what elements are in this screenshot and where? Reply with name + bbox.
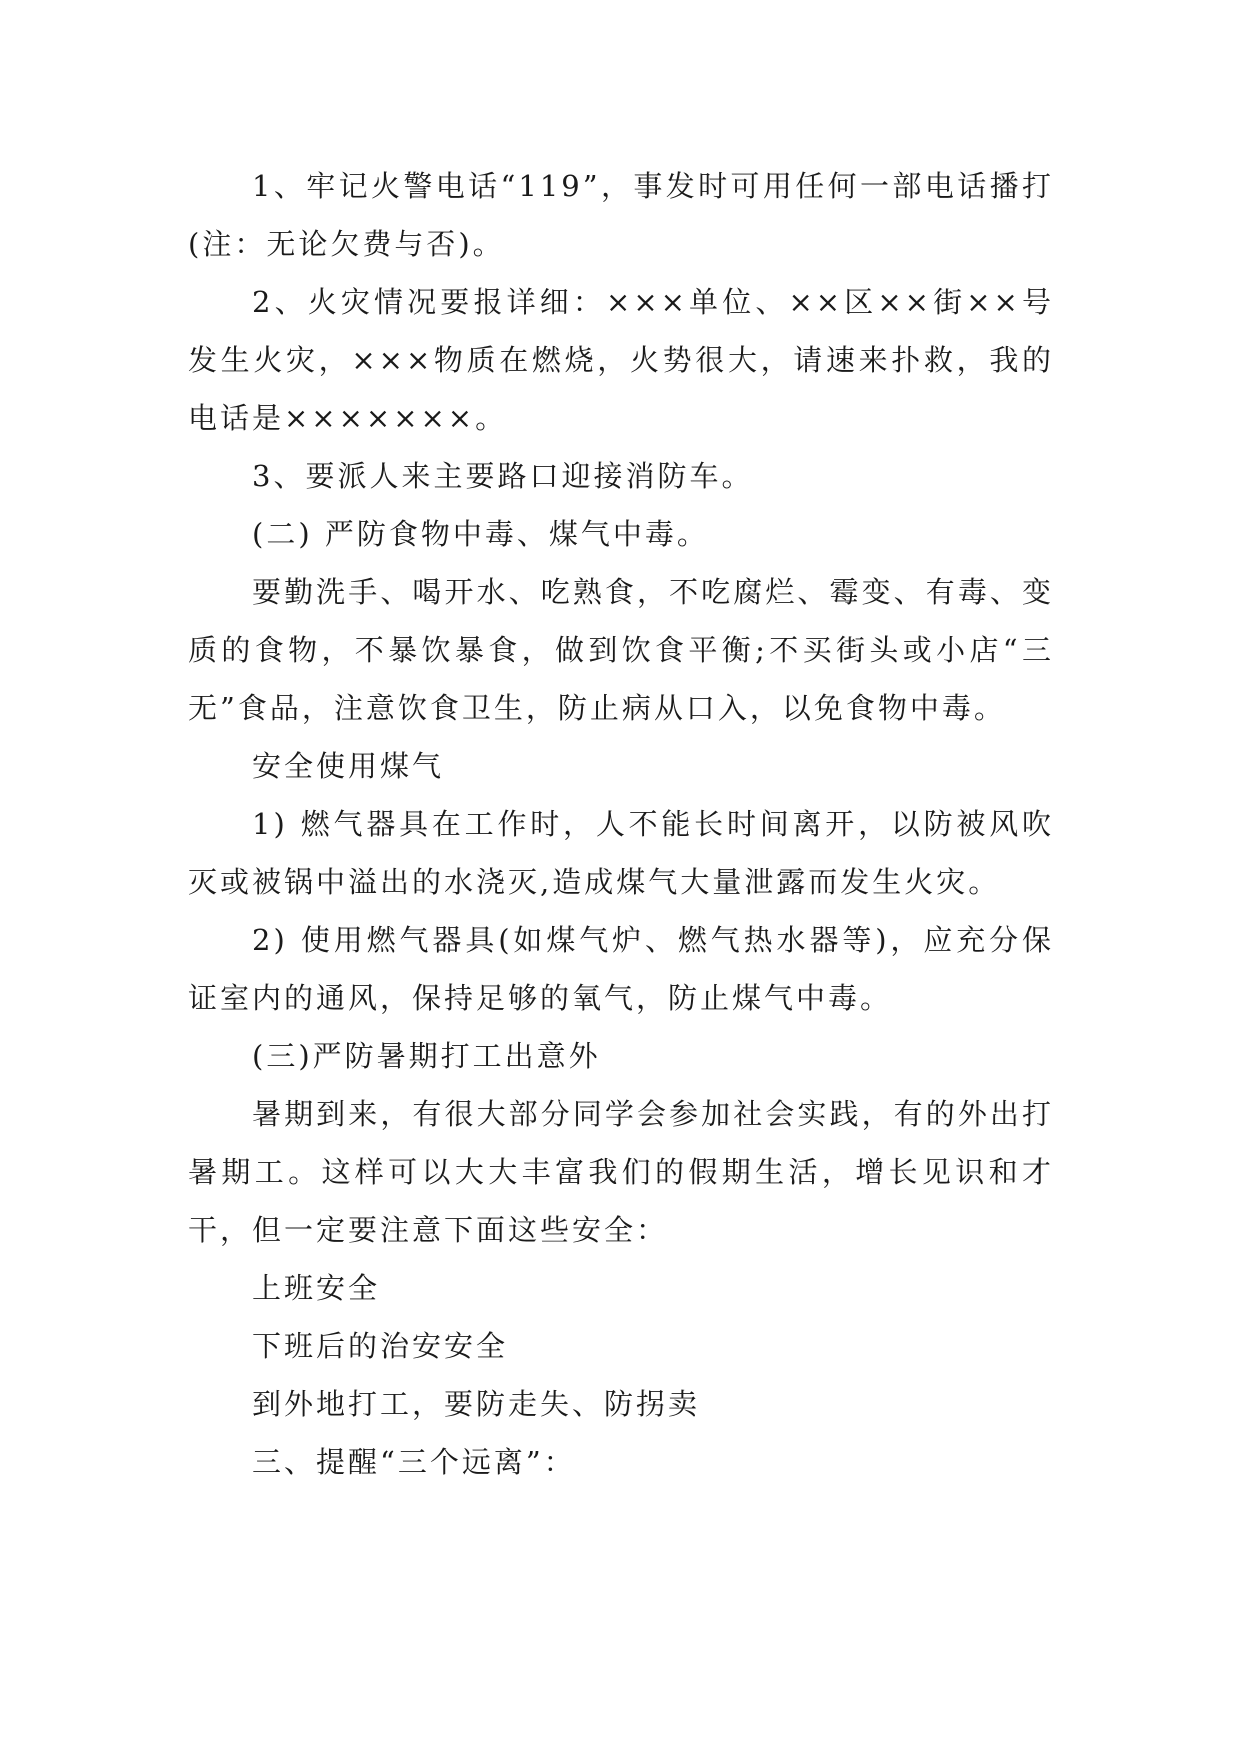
paragraph-fire-number: 1、牢记火警电话“119”，事发时可用任何一部电话播打(注：无论欠费与否)。 [188, 169, 1054, 261]
document-body [188, 157, 1054, 1491]
paragraph-food-hygiene: 要勤洗手、喝开水、吃熟食，不吃腐烂、霉变、有毒、变质的食物，不暴饮暴食，做到饮食平衡;不买街头或小店“三无”食品，注意饮食卫生，防止病从口入，以免食物中毒。 [188, 575, 1054, 725]
list-item-work-safety: 上班安全 [252, 1271, 381, 1305]
paragraph-meet-fire-truck: 3、要派人来主要路口迎接消防车。 [252, 459, 754, 493]
list-item-travel-safety: 到外地打工，要防走失、防拐卖 [252, 1387, 701, 1421]
section-heading-three-stay-away: 三、提醒“三个远离”： [252, 1445, 576, 1479]
paragraph-summer-work-intro: 暑期到来，有很大部分同学会参加社会实践，有的外出打暑期工。这样可以大大丰富我们的假期生活，增长见识和才干，但一定要注意下面这些安全： [188, 1097, 1054, 1247]
section-heading-summer-work: (三)严防暑期打工出意外 [252, 1039, 601, 1073]
list-item-after-work-safety: 下班后的治安安全 [252, 1329, 509, 1363]
paragraph-gas-ventilation: 2) 使用燃气器具(如煤气炉、燃气热水器等)，应充分保证室内的通风，保持足够的氧气，防止煤气中毒。 [188, 923, 1054, 1015]
section-heading-food-gas-poisoning: (二) 严防食物中毒、煤气中毒。 [252, 517, 709, 551]
subheading-safe-gas-use: 安全使用煤气 [252, 749, 445, 783]
paragraph-gas-appliance-supervision: 1) 燃气器具在工作时，人不能长时间离开，以防被风吹灭或被锅中溢出的水浇灭,造成煤气大量泄露而发生火灾。 [188, 807, 1054, 899]
paragraph-fire-report-details: 2、火灾情况要报详细：×××单位、××区××街××号发生火灾，×××物质在燃烧，火势很大，请速来扑救，我的电话是×××××××。 [188, 285, 1054, 435]
